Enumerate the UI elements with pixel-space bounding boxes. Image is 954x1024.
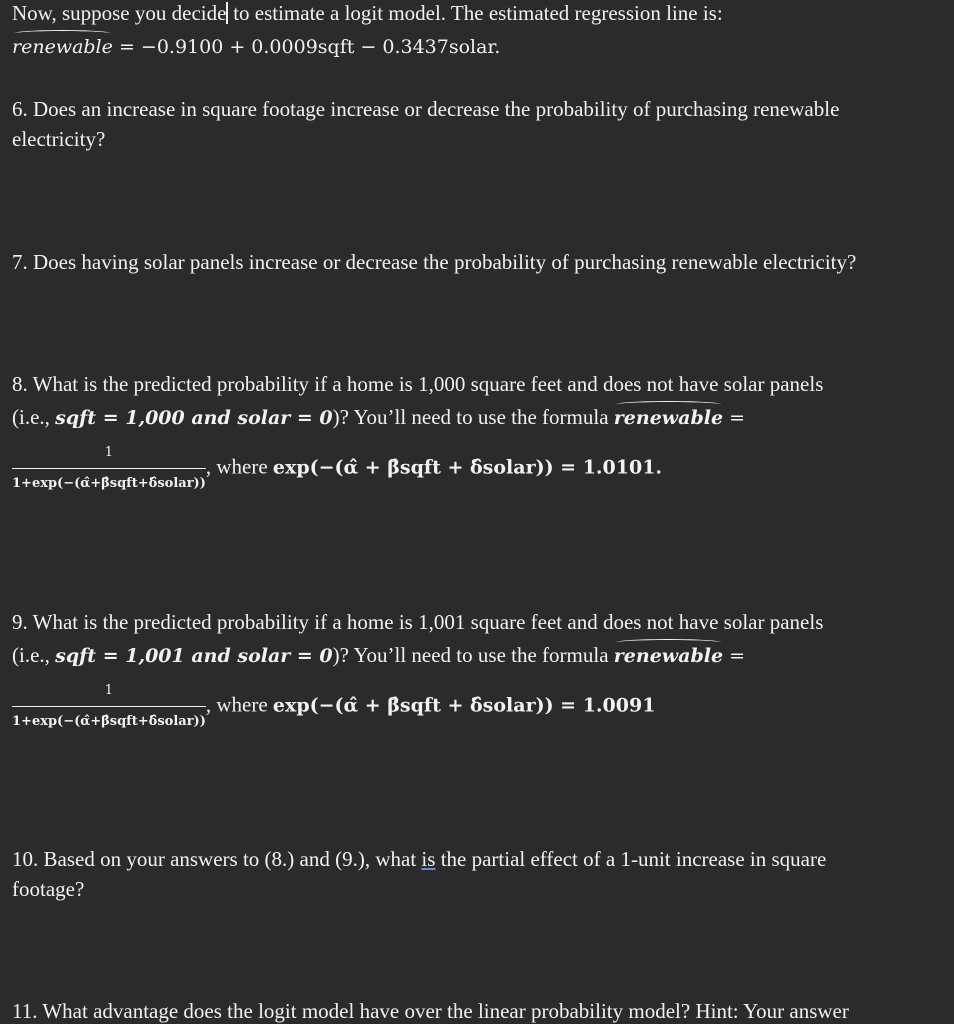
q9-formula-lhs: renewable <box>613 645 724 667</box>
q9-condition: sqft = 1,001 and solar = 0 <box>55 645 333 667</box>
intro-line <box>12 0 723 26</box>
question-8-line3: $\frac{1}{\text{1+exp(−(α̂+β̂sqft+δ̂solar))}}$ , where exp(−(α̂ + β̂sqft + δ̂solar)) = 1.0101. <box>12 440 662 497</box>
q8-exp-expression: exp(−(α̂ + β̂sqft + δ̂solar)) = 1.0101. <box>272 456 663 479</box>
question-6-line2: electricity? <box>12 127 106 151</box>
question-10-line2: footage? <box>12 877 85 901</box>
question-8-line2: (i.e., sqft = 1,000 and solar = 0)? You’ll need to use the formula renewable = <box>12 405 746 429</box>
intro-text-a: Now, suppose you decide <box>12 1 227 25</box>
question-9-line1: 9. What is the predicted probability if a home is 1,001 square feet and does not have solar panels <box>12 610 824 634</box>
equation-rhs: = −0.9100 + 0.0009sqft − 0.3437solar. <box>118 36 501 58</box>
question-8-line1: 8. What is the predicted probability if a home is 1,000 square feet and does not have solar panels <box>12 372 824 396</box>
q10-underlined-word: is <box>421 847 436 871</box>
equation-lhs: renewable <box>12 36 113 58</box>
question-9-line2: (i.e., sqft = 1,001 and solar = 0)? You’ll need to use the formula renewable = <box>12 643 746 667</box>
intro-text-b: to estimate a logit model. The estimated regression line is: <box>233 1 723 25</box>
q8-fraction: $\frac{1}{\text{1+exp(−(α̂+β̂sqft+δ̂solar))}}$ <box>12 440 206 497</box>
question-6-line1: 6. Does an increase in square footage increase or decrease the probability of purchasing renewable <box>12 97 840 121</box>
question-7: 7. Does having solar panels increase or decrease the probability of purchasing renewable electricity? <box>12 250 857 274</box>
q9-exp-expression: exp(−(α̂ + β̂sqft + δ̂solar)) = 1.0091 <box>272 694 656 717</box>
q8-condition: sqft = 1,000 and solar = 0 <box>55 407 333 429</box>
question-10-line1: 10. Based on your answers to (8.) and (9.), what is the partial effect of a 1-unit increase in square <box>12 847 827 871</box>
question-11: 11. What advantage does the logit model have over the linear probability model? Hint: Your answer <box>12 999 849 1023</box>
question-9-line3: $\frac{1}{\text{1+exp(−(α̂+β̂sqft+δ̂solar))}}$ , where exp(−(α̂ + β̂sqft + δ̂solar)) = 1.0091 <box>12 678 655 735</box>
regression-equation <box>12 34 500 60</box>
text-cursor <box>226 2 228 24</box>
q9-fraction: $\frac{1}{\text{1+exp(−(α̂+β̂sqft+δ̂solar))}}$ <box>12 678 206 735</box>
q8-formula-lhs: renewable <box>613 407 724 429</box>
